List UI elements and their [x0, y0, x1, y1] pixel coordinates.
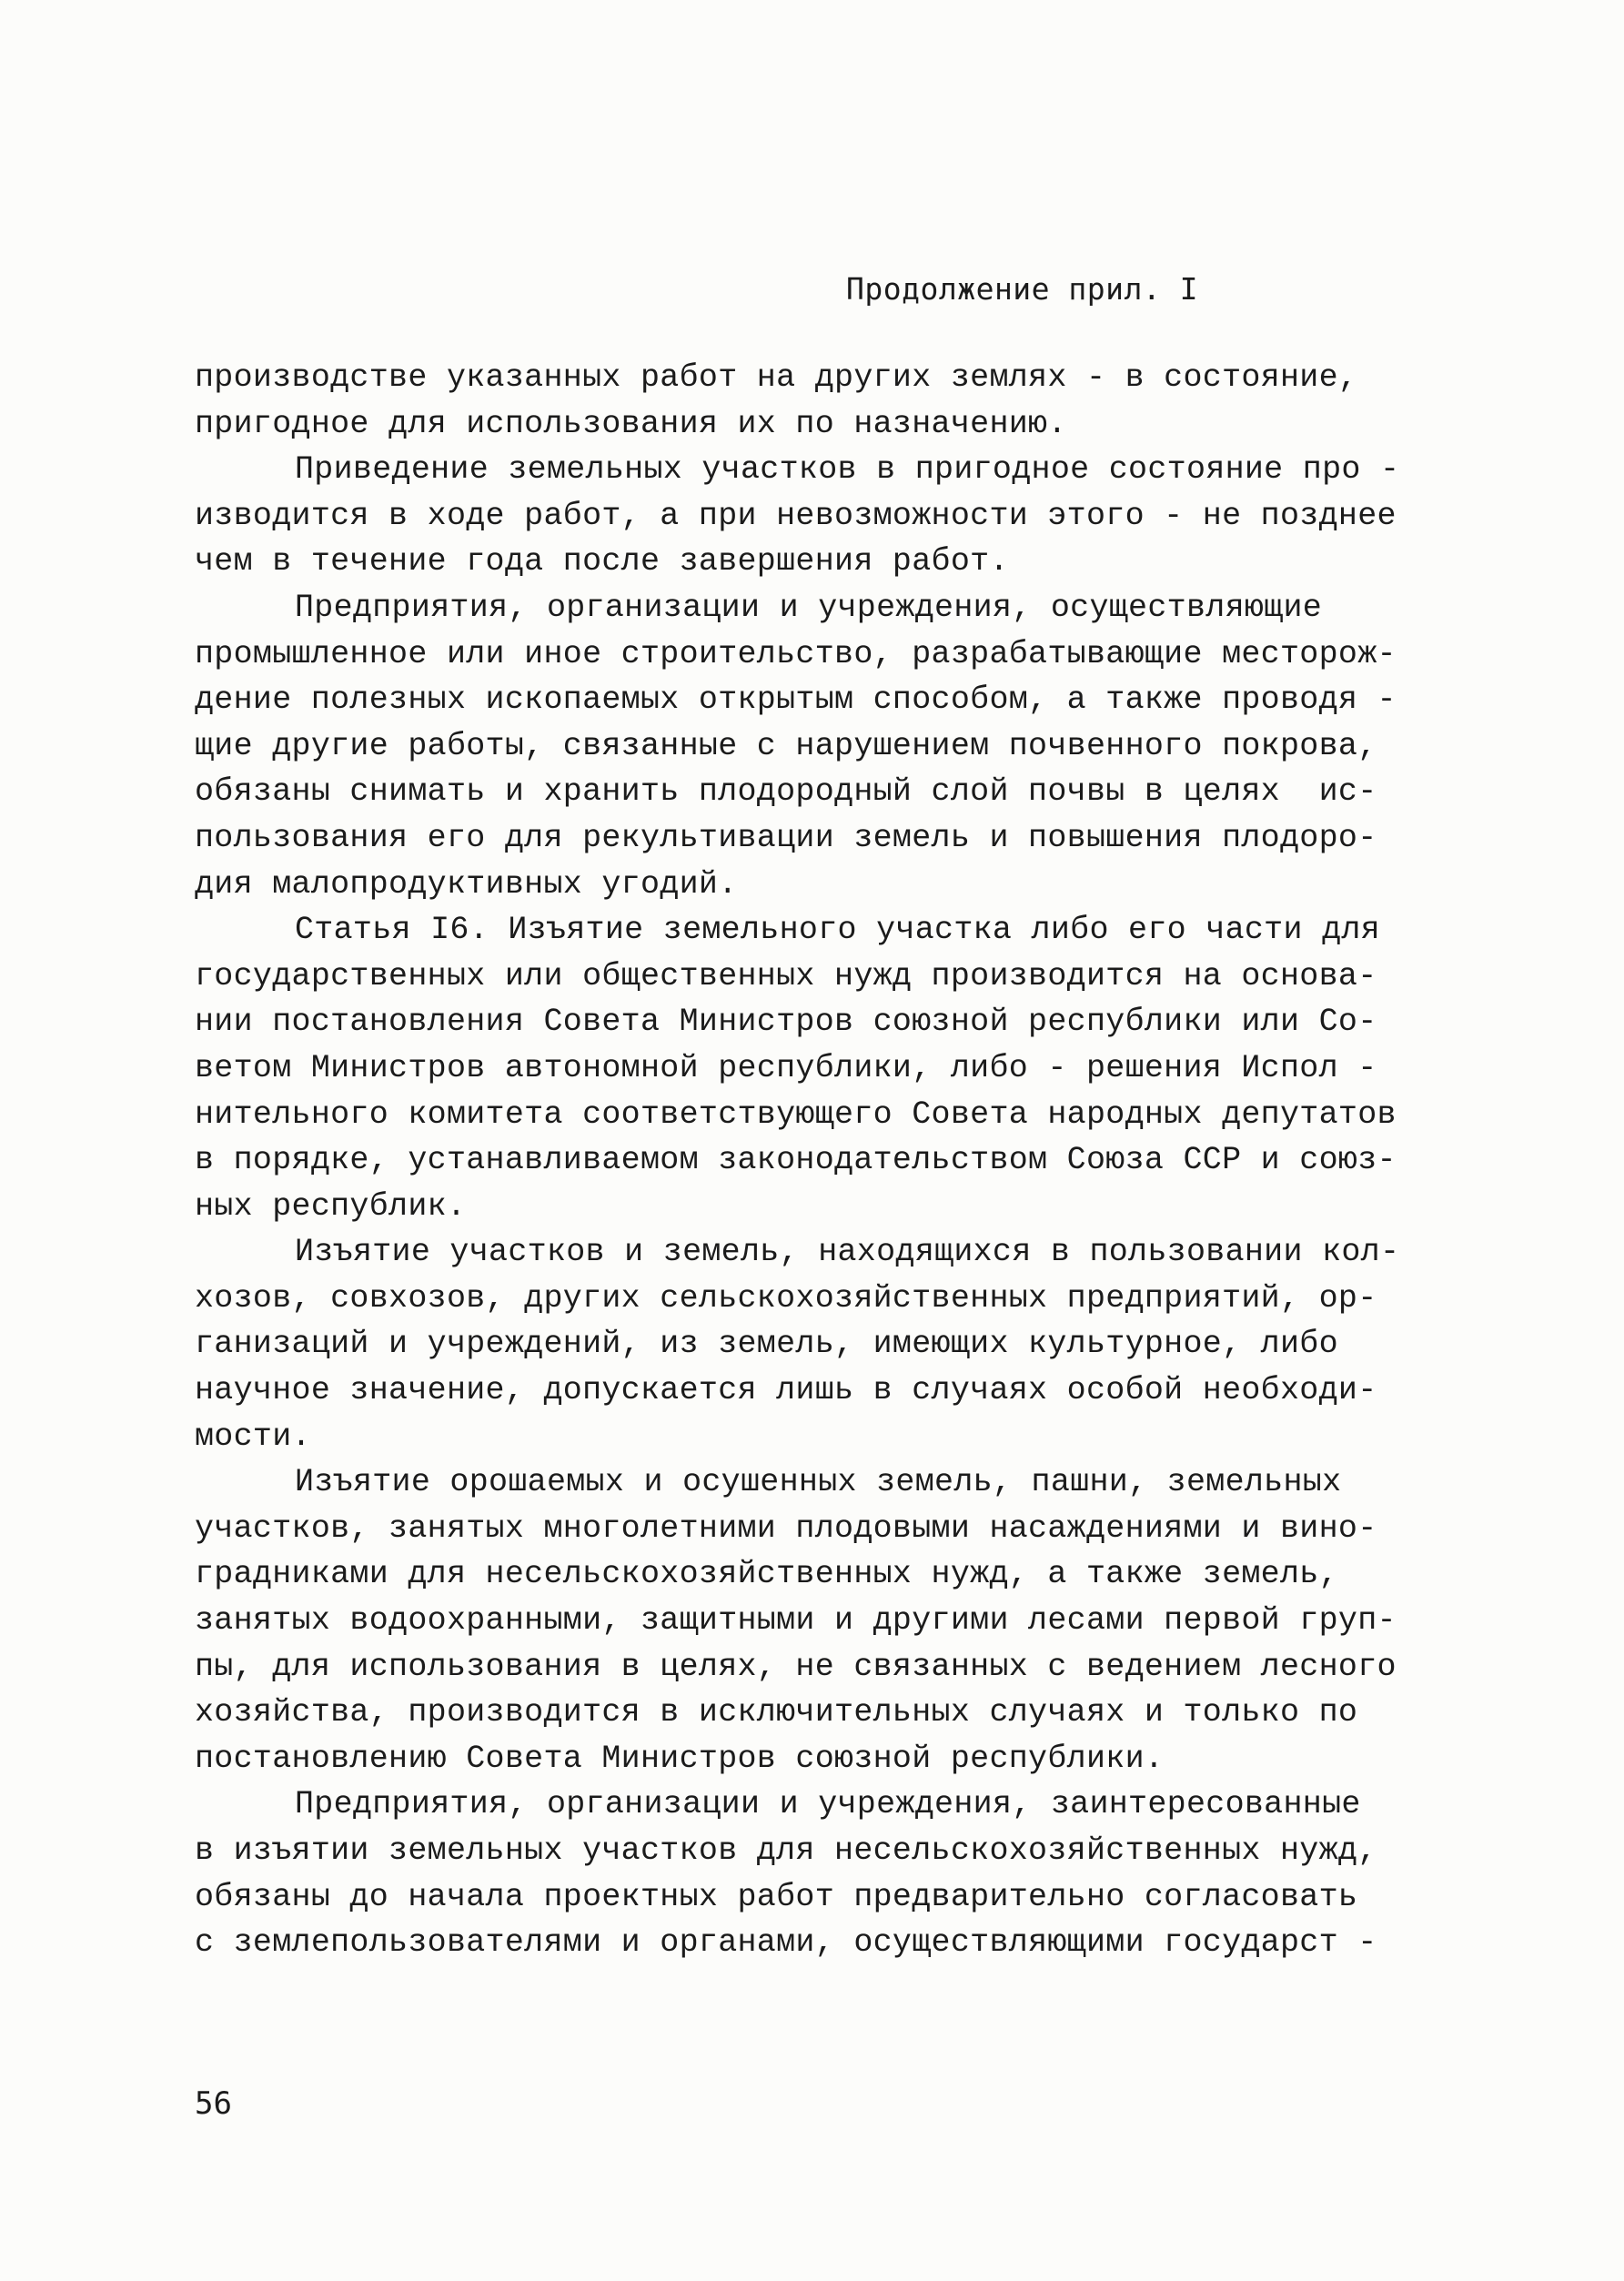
text-line: занятых водоохранными, защитными и другими лесами первой груп-	[195, 1602, 1397, 1640]
text-line: Изъятие орошаемых и осушенных земель, пашни, земельных	[295, 1464, 1342, 1501]
text-line: промышленное или иное строительство, разрабатывающие месторож-	[195, 635, 1397, 672]
text-line: производстве указанных работ на других землях - в состояние,	[195, 359, 1358, 396]
page-number: 56	[195, 2085, 232, 2122]
page-header: Продолжение прил. I	[846, 271, 1198, 307]
text-line: мости.	[195, 1418, 311, 1455]
body-text	[195, 355, 1400, 1966]
text-line: с землепользователями и органами, осуществляющими государст -	[195, 1924, 1377, 1962]
text-line: обязаны снимать и хранить плодородный слой почвы в целях ис-	[195, 773, 1377, 811]
text-line: щие другие работы, связанные с нарушением почвенного покрова,	[195, 727, 1377, 764]
text-line: градниками для несельскохозяйственных нужд, а также земель,	[195, 1556, 1338, 1593]
text-line: постановлению Совета Министров союзной республики.	[195, 1740, 1165, 1777]
text-line: хозяйства, производится в исключительных случаях и только по	[195, 1694, 1358, 1731]
text-line: Статья I6. Изъятие земельного участка либо его части для	[295, 912, 1380, 949]
text-line: чем в течение года после завершения работ.	[195, 543, 1009, 580]
text-line: хозов, совхозов, других сельскохозяйственных предприятий, ор-	[195, 1279, 1377, 1317]
text-line: Приведение земельных участков в пригодное состояние про -	[295, 451, 1400, 489]
text-line: ветом Министров автономной республики, либо - решения Испол -	[195, 1049, 1377, 1086]
text-line: в изъятии земельных участков для несельскохозяйственных нужд,	[195, 1832, 1377, 1869]
text-line: Предприятия, организации и учреждения, осуществляющие	[295, 589, 1323, 626]
text-line: дия малопродуктивных угодий.	[195, 865, 738, 903]
text-line: участков, занятых многолетними плодовыми насаждениями и вино-	[195, 1509, 1377, 1547]
text-line: Изъятие участков и земель, находящихся в пользовании кол-	[295, 1234, 1400, 1271]
text-line: Предприятия, организации и учреждения, заинтересованные	[295, 1786, 1361, 1823]
text-line: пы, для использования в целях, не связанных с ведением лесного	[195, 1648, 1397, 1685]
text-line: пользования его для рекультивации земель и повышения плодоро-	[195, 819, 1377, 856]
text-line: обязаны до начала проектных работ предварительно согласовать	[195, 1878, 1358, 1915]
text-line: в порядке, устанавливаемом законодательством Союза ССР и союз-	[195, 1142, 1397, 1179]
text-line: ных республик.	[195, 1187, 467, 1225]
text-line: изводится в ходе работ, а при невозможности этого - не позднее	[195, 497, 1397, 534]
text-line: пригодное для использования их по назначению.	[195, 405, 1067, 442]
text-line: нии постановления Совета Министров союзной республики или Со-	[195, 1004, 1377, 1041]
text-line: научное значение, допускается лишь в случаях особой необходи-	[195, 1372, 1377, 1409]
text-line: ганизаций и учреждений, из земель, имеющих культурное, либо	[195, 1326, 1338, 1363]
text-line: нительного комитета соответствующего Совета народных депутатов	[195, 1095, 1397, 1133]
text-line: дение полезных ископаемых открытым способом, а также проводя -	[195, 681, 1397, 719]
text-line: государственных или общественных нужд производится на основа-	[195, 957, 1377, 994]
